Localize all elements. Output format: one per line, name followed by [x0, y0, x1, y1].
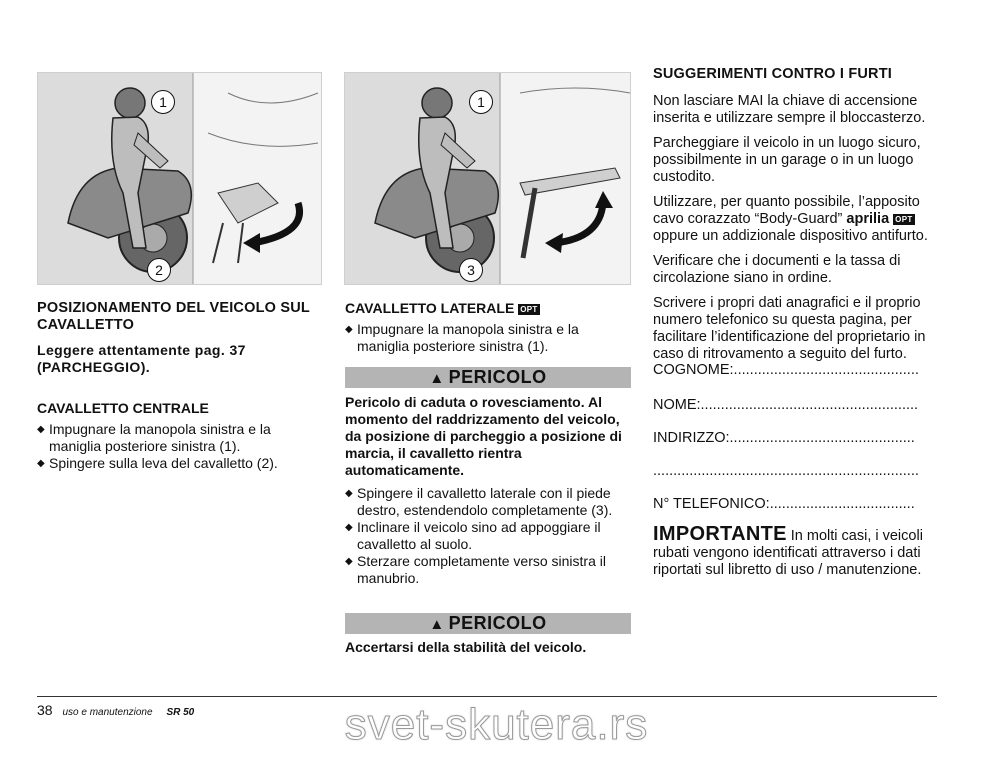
section-title-anti-theft: SUGGERIMENTI CONTRO I FURTI — [653, 66, 893, 82]
list-item: ◆ Impugnare la manopola sinistra e la maniglia posteriore sinistra (1). — [37, 421, 322, 455]
section-title-stand-positioning: POSIZIONAMENTO DEL VEICOLO SUL CAVALLETTO — [37, 300, 310, 333]
callout-2: 2 — [147, 258, 171, 282]
central-stand-steps — [37, 421, 322, 472]
warning-triangle-icon: ▲ — [429, 616, 445, 633]
field-address-line-2: .................................................................. — [653, 463, 919, 479]
callout-1: 1 — [469, 90, 493, 114]
callout-1: 1 — [151, 90, 175, 114]
central-stand-drawing — [38, 73, 321, 284]
opt-badge: OPT — [895, 215, 913, 224]
tip-parking: Parcheggiare il veicolo in un luogo sicuro, possibilmente in un garage o in un luogo custodito. — [653, 135, 921, 185]
middle-column — [345, 300, 631, 355]
important-label: IMPORTANTE — [653, 523, 787, 545]
tip-lock-cable-text-b: oppure un addizionale dispositivo antifurto. — [653, 228, 928, 244]
important-note — [653, 523, 938, 579]
list-item: ◆ Sterzare completamente verso sinistra il manubrio. — [345, 553, 631, 587]
side-stand-steps-bottom — [345, 485, 631, 587]
reference-note: Leggere attentamente pag. 37 (PARCHEGGIO). — [37, 342, 246, 375]
list-item: ◆ Spingere il cavalletto laterale con il piede destro, estendendolo completamente (3). — [345, 485, 631, 519]
watermark: svet-skutera.rs — [344, 700, 649, 749]
callout-3: 3 — [459, 258, 483, 282]
field-surname: COGNOME:.............................................. — [653, 362, 919, 378]
side-stand-illustration — [344, 72, 631, 285]
warning-triangle-icon: ▲ — [429, 370, 445, 387]
tip-owner-data: Scrivere i propri dati anagrafici e il proprio numero telefonico su questa pagina, per facilitare l’identificazione del proprietario in caso di ritrovamento a seguito del furto. — [653, 295, 926, 362]
list-item: ◆ Spingere sulla leva del cavalletto (2). — [37, 455, 322, 472]
field-name: NOME:...................................................... — [653, 397, 919, 413]
field-phone: N° TELEFONICO:.................................... — [653, 496, 915, 512]
danger-label: PERICOLO — [448, 367, 547, 387]
tip-documents: Verificare che i documenti e la tassa di circolazione siano in ordine. — [653, 253, 901, 286]
danger-banner-2 — [345, 613, 631, 634]
danger-label: PERICOLO — [448, 613, 547, 633]
footer-rule — [37, 696, 937, 697]
left-column — [37, 300, 322, 472]
tip-lock-cable — [653, 194, 938, 245]
danger-banner-1 — [345, 367, 631, 388]
manual-title: uso e manutenzione — [62, 707, 153, 718]
section-title-side-stand — [345, 300, 631, 317]
important-text-a: In molti casi, i veicoli — [790, 528, 923, 544]
side-stand-steps-top — [345, 321, 631, 355]
important-text-b: rubati vengono identificati attraverso i dati riportati sul libretto di uso / manutenzione. — [653, 545, 922, 578]
danger-text-fall: Pericolo di caduta o rovesciamento. Al momento del raddrizzamento del veicolo, da posizione di parcheggio a posizione di marcia, il cavalletto rientra automaticamente. — [345, 394, 622, 478]
field-address: INDIRIZZO:.............................................. — [653, 430, 915, 446]
tip-keys: Non lasciare MAI la chiave di accensione inserita e utilizzare sempre il bloccasterzo. — [653, 93, 926, 126]
central-stand-illustration — [37, 72, 322, 285]
section-title-central-stand: CAVALLETTO CENTRALE — [37, 400, 209, 416]
brand-name: aprilia — [846, 211, 890, 227]
tip-lock-cable-text-a: Utilizzare, per quanto possibile, l’apposito cavo corazzato “Body-Guard” — [653, 194, 920, 227]
opt-badge: OPT — [520, 305, 538, 314]
list-item: ◆ Inclinare il veicolo sino ad appoggiare il cavalletto al suolo. — [345, 519, 631, 553]
right-column — [653, 66, 938, 371]
section-title-text: CAVALLETTO LATERALE — [345, 300, 515, 316]
list-item: ◆ Impugnare la manopola sinistra e la maniglia posteriore sinistra (1). — [345, 321, 631, 355]
page-number: 38 — [37, 702, 53, 718]
model-name: SR 50 — [166, 707, 195, 718]
danger-text-stability: Accertarsi della stabilità del veicolo. — [345, 639, 587, 655]
